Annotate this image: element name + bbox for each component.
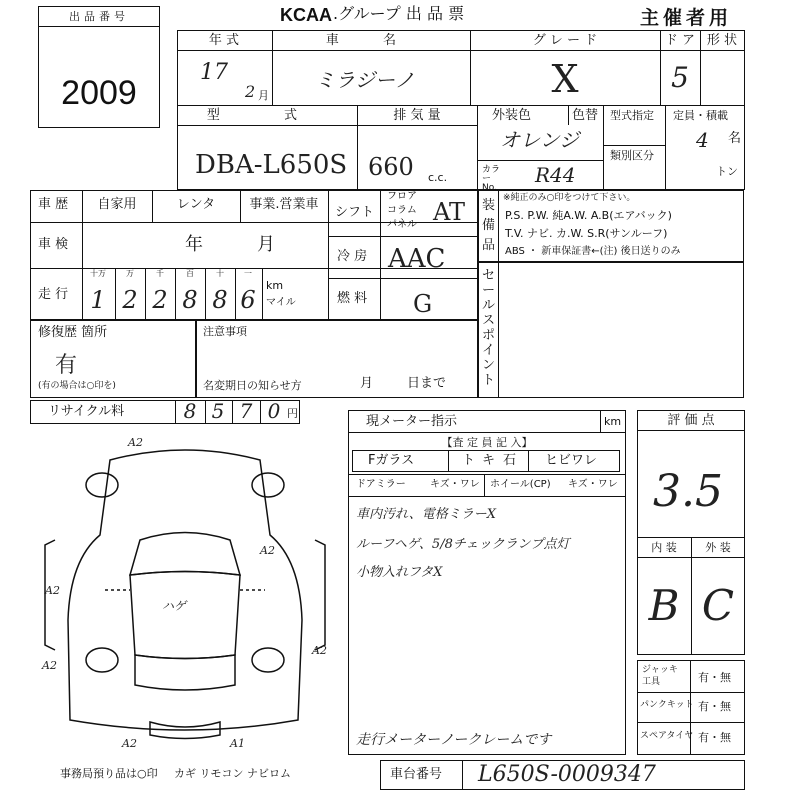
fuel-label: 燃 料 <box>337 291 368 306</box>
meter-label: 現メーター指示 <box>366 414 458 429</box>
inspector-label: 【査 定 員 記 入】 <box>441 436 533 449</box>
capacity-label: 定員・積載 <box>673 109 728 122</box>
score-label: 評 価 点 <box>667 413 715 428</box>
capacity-value: 4 <box>696 128 709 152</box>
car-name-label: 車 名 <box>325 33 417 48</box>
lot-number-label: 出品番号 <box>69 10 129 23</box>
mileage-digit-5: 8 <box>212 286 228 314</box>
year-value: 17 <box>200 60 228 85</box>
model-value: DBA-L650S <box>195 150 348 180</box>
mileage-place-1k: 千 <box>156 269 164 278</box>
diagram-mark-front: A2 <box>128 436 143 449</box>
repair-value: 有 <box>55 353 78 378</box>
chassis-number: L650S-0009347 <box>478 762 656 787</box>
fuel-value: G <box>413 290 433 318</box>
interior-label: 内 装 <box>651 541 677 554</box>
shift-floor: フロア <box>387 191 417 202</box>
mileage-place-100: 百 <box>186 269 194 278</box>
mileage-unit-km: km <box>266 279 284 292</box>
office-items: カギ リモコン ナビロム <box>174 767 291 780</box>
model-designation-label: 型式指定 <box>610 109 654 122</box>
notes-day-unit: 日まで <box>407 376 447 391</box>
month-unit: 月 <box>258 89 269 102</box>
diagram-mark-rear-left: A2 <box>122 737 137 750</box>
month-value: 2 <box>245 82 256 101</box>
mirror-option: キズ・ワレ <box>430 479 480 490</box>
tool-spare-label: スペアタイヤ <box>640 731 694 741</box>
color-no-value: R44 <box>535 163 576 187</box>
repair-note: (有の場合は○印を) <box>38 381 116 391</box>
mileage-place-100k: 十万 <box>90 269 106 278</box>
displacement-value: 660 <box>368 153 414 181</box>
chassis-label: 車台番号 <box>390 767 443 782</box>
shift-label: シフト <box>335 205 375 220</box>
history-label: 車 歴 <box>38 197 69 212</box>
remark-3: 小物入れフタX <box>356 565 443 580</box>
windshield-option-crack: ヒビワレ <box>545 453 598 468</box>
wheel-label: ホイール(CP) <box>490 479 551 490</box>
sales-point-label: セールスポイント <box>482 268 496 388</box>
exterior-color-label: 外装色 <box>492 108 532 123</box>
overall-score: 3.5 <box>653 466 723 517</box>
mileage-place-10k: 万 <box>126 269 134 278</box>
recycle-digit-3: 7 <box>239 399 253 423</box>
windshield-option-scratch: ト <box>462 453 476 468</box>
windshield-option-stone: 石 <box>503 453 517 468</box>
mileage-place-10: 十 <box>216 269 224 278</box>
diagram-roof-note: ハゲ <box>162 599 187 613</box>
grade-label: グ レ ー ド <box>532 33 598 48</box>
recycle-digit-4: 0 <box>267 399 281 423</box>
category-code-label: 類別区分 <box>610 149 654 162</box>
equipment-line-3: ABS ・ 新車保証書←(注) 後日送りのみ <box>505 246 681 257</box>
color-no-label: カラー No. <box>482 165 501 193</box>
recycle-label: リサイクル料 <box>48 404 125 419</box>
equipment-line-1: P.S. P.W. 純A.W. A.B(エアバック) <box>505 209 672 222</box>
sales-point-box <box>478 262 744 398</box>
year-label: 年 式 <box>208 33 240 48</box>
sheet-title: .グループ 出 品 票 <box>333 4 465 23</box>
mileage-unit-mile: マイル <box>266 297 296 308</box>
ac-value: AAC <box>388 244 446 274</box>
meter-unit: km <box>604 415 622 428</box>
notes-deadline-label: 名変期日の知らせ方 <box>203 379 302 392</box>
interior-score: B <box>648 581 680 630</box>
recycle-unit: 円 <box>287 407 298 420</box>
tool-spare-value: 有・無 <box>698 731 731 744</box>
remark-1: 車内汚れ、電格ミラーX <box>356 507 497 522</box>
shift-column: コラム <box>387 205 417 216</box>
shift-value: AT <box>433 198 466 226</box>
mileage-digit-2: 2 <box>122 286 138 314</box>
equipment-label: 装 備 品 <box>482 198 496 253</box>
equipment-line-2: T.V. ナビ. カ.W. S.R(サンルーフ) <box>505 227 668 240</box>
body-shape-label: 形 状 <box>706 33 738 48</box>
mirror-label: ドアミラー <box>356 479 406 490</box>
diagram-mark-right-rear: A2 <box>312 644 327 657</box>
organizer-label: 主催者用 <box>640 7 733 29</box>
history-rental[interactable]: レンタ <box>176 197 216 212</box>
mileage-label: 走 行 <box>38 287 69 302</box>
history-private[interactable]: 自家用 <box>97 197 137 212</box>
color-change-label: 色替 <box>572 108 599 123</box>
equipment-note: ※純正のみ○印をつけて下さい。 <box>503 193 636 203</box>
cc-unit: c.c. <box>428 171 448 184</box>
car-name-value: ミラジーノ <box>315 68 415 92</box>
inspection-month-unit: 月 <box>257 234 275 255</box>
exterior-label: 外 装 <box>705 541 731 554</box>
diagram-mark-left-rear: A2 <box>42 659 57 672</box>
diagram-mark-rear-right: A1 <box>230 737 245 750</box>
inspection-label: 車 検 <box>38 237 69 252</box>
capacity-unit: 名 <box>728 131 742 146</box>
mileage-digit-6: 6 <box>240 286 256 314</box>
windshield-option-ki: キ <box>482 453 496 468</box>
repair-label: 修復歴 箇所 <box>38 325 108 340</box>
ac-label: 冷 房 <box>337 249 368 264</box>
tool-jack-value: 有・無 <box>698 671 731 684</box>
mileage-digit-4: 8 <box>182 286 198 314</box>
wheel-option: キズ・ワレ <box>568 479 618 490</box>
remark-2: ルーフヘゲ、5/8チェックランプ点灯 <box>356 537 570 552</box>
tool-puncture-label: パンクキット <box>640 700 694 710</box>
mileage-place-1: 一 <box>244 269 252 278</box>
doors-label: ド ア <box>664 33 696 48</box>
inspector-closing: 走行メーターノークレームです <box>356 732 552 748</box>
kcaa-logo: KCAA <box>280 5 332 25</box>
notes-label: 注意事項 <box>203 325 247 338</box>
tool-jack-label: ジャッキ 工具 <box>642 665 678 687</box>
displacement-label: 排 気 量 <box>393 108 441 123</box>
shift-panel: パネル <box>387 219 417 230</box>
doors-value: 5 <box>671 61 689 94</box>
lot-number: 2009 <box>61 74 137 112</box>
tool-puncture-value: 有・無 <box>698 700 731 713</box>
history-business[interactable]: 事業.営業車 <box>249 197 319 212</box>
diagram-mark-left: A2 <box>45 584 60 597</box>
mileage-digit-3: 2 <box>152 286 168 314</box>
windshield-label: Fガラス <box>368 453 415 468</box>
notes-month-unit: 月 <box>360 376 374 391</box>
grade-value: X <box>551 57 579 101</box>
recycle-digit-2: 5 <box>211 399 225 423</box>
exterior-color-value: オレンジ <box>500 128 579 152</box>
office-items-label: 事務局預り品は○印 <box>60 767 158 780</box>
model-label: 型 式 <box>206 108 328 123</box>
diagram-mark-right: A2 <box>260 544 275 557</box>
inspection-year-unit: 年 <box>185 234 203 255</box>
tonnage-unit: トン <box>716 165 738 178</box>
exterior-score: C <box>701 581 735 630</box>
mileage-digit-1: 1 <box>90 286 106 314</box>
recycle-digit-1: 8 <box>183 399 197 423</box>
